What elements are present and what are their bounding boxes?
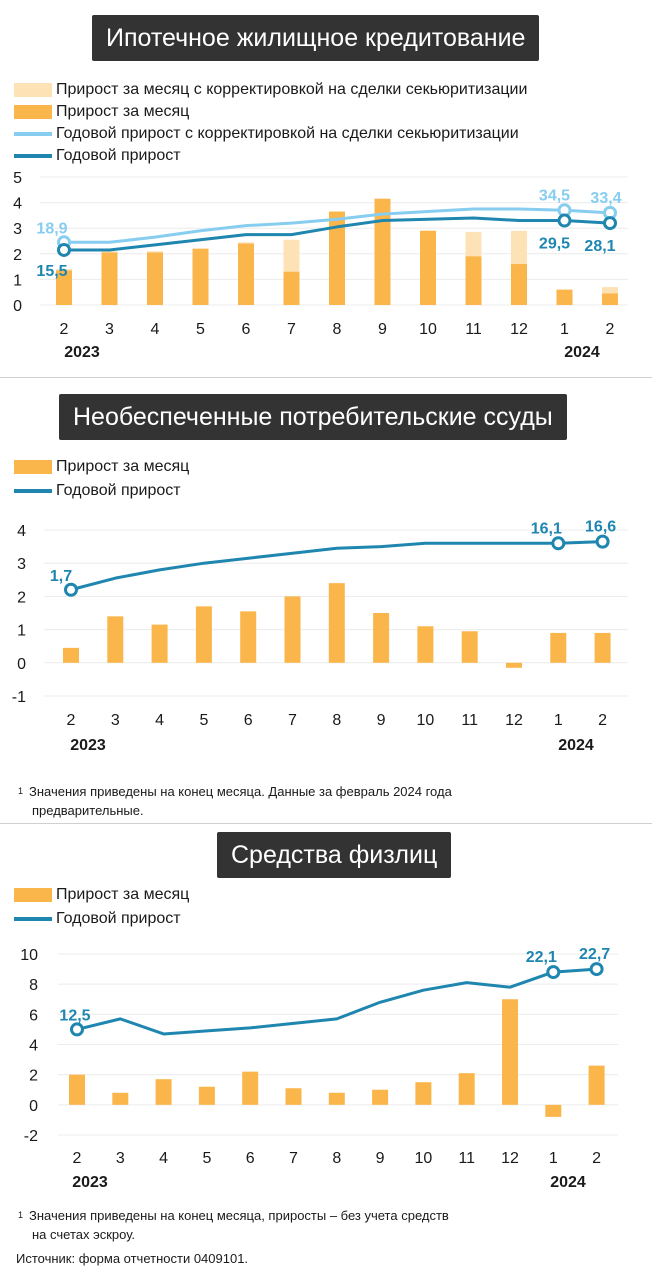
- legend-label: Прирост за месяц: [56, 886, 190, 903]
- x-tick-label: 1: [548, 1150, 558, 1167]
- bar: [415, 1082, 431, 1105]
- footnote-text: Значения приведены на конец месяца, приросты – без учета средств: [29, 1208, 449, 1223]
- y-tick-label: 2: [29, 1067, 38, 1085]
- bar: [557, 290, 573, 305]
- bar: [152, 625, 168, 663]
- x-tick-label: 1: [553, 712, 563, 729]
- data-label: 16,6: [585, 518, 617, 536]
- bar: [595, 633, 611, 663]
- y-tick-label: 2: [13, 246, 22, 264]
- x-tick-label: 2: [59, 321, 69, 338]
- x-tick-label: 8: [332, 712, 342, 729]
- year-label: 2023: [70, 737, 106, 754]
- legend-label: Прирост за месяц: [56, 103, 190, 120]
- footnote: [18, 782, 452, 820]
- x-tick-label: 6: [241, 321, 251, 338]
- data-point: [559, 215, 570, 226]
- bar: [285, 596, 301, 662]
- data-point: [605, 218, 616, 229]
- bar: [196, 606, 212, 662]
- y-tick-label: 0: [17, 655, 26, 673]
- footnote-text: на счетах эскроу.: [32, 1227, 136, 1242]
- x-tick-label: 5: [199, 712, 209, 729]
- x-tick-label: 10: [419, 321, 437, 338]
- y-tick-label: 0: [29, 1097, 38, 1115]
- chart-title: Средства физлиц: [217, 832, 451, 878]
- footnote: [18, 1206, 449, 1268]
- y-tick-label: 4: [29, 1037, 38, 1055]
- x-tick-label: 10: [416, 712, 435, 729]
- x-tick-label: 5: [202, 1150, 212, 1167]
- data-point: [591, 964, 602, 975]
- bar: [69, 1075, 85, 1105]
- y-tick-label: 0: [13, 298, 22, 315]
- data-label: 22,1: [525, 949, 557, 967]
- bar: [102, 253, 118, 305]
- y-tick-label: 1: [17, 622, 26, 640]
- y-tick-label: -2: [23, 1128, 38, 1145]
- chart-plot: [0, 0, 652, 375]
- x-tick-label: 1: [560, 321, 569, 338]
- y-tick-label: -1: [11, 689, 26, 706]
- legend-label: Годовой прирост: [56, 147, 181, 164]
- data-label: 22,7: [579, 946, 611, 964]
- data-point: [597, 536, 608, 547]
- x-tick-label: 7: [288, 712, 297, 729]
- bar: [284, 272, 300, 305]
- year-label: 2024: [564, 344, 600, 361]
- y-tick-label: 4: [13, 195, 22, 213]
- data-point: [72, 1024, 83, 1035]
- bar: [63, 648, 79, 663]
- y-tick-label: 8: [29, 977, 38, 995]
- data-label: 29,5: [538, 235, 571, 253]
- x-tick-label: 11: [465, 321, 482, 338]
- x-tick-label: 9: [376, 712, 386, 729]
- chart-title: Ипотечное жилищное кредитование: [92, 15, 539, 61]
- bar: [506, 663, 522, 668]
- bar: [238, 244, 254, 305]
- data-point: [548, 967, 559, 978]
- divider: [0, 377, 652, 378]
- x-tick-label: 4: [159, 1150, 169, 1167]
- chart-panel-consumer-loans: [0, 380, 652, 820]
- x-tick-label: 7: [287, 321, 296, 338]
- bar: [242, 1072, 258, 1105]
- divider: [0, 823, 652, 824]
- x-tick-label: 8: [332, 321, 342, 338]
- y-tick-label: 3: [13, 221, 22, 239]
- y-tick-label: 4: [17, 523, 26, 540]
- x-tick-label: 11: [461, 712, 479, 729]
- x-tick-label: 4: [150, 321, 160, 338]
- legend-label: Годовой прирост: [56, 910, 181, 927]
- bar: [545, 1105, 561, 1117]
- x-tick-label: 5: [196, 321, 205, 338]
- bar: [550, 633, 566, 663]
- footnote-text: Значения приведены на конец месяца. Данные за февраль 2024 года: [29, 784, 452, 799]
- y-tick-label: 5: [13, 170, 22, 187]
- legend-label: Годовой прирост: [56, 482, 181, 499]
- series-line: [77, 969, 597, 1034]
- chart-panel-deposits: [0, 826, 652, 1277]
- y-tick-label: 10: [20, 947, 38, 964]
- footnote-marker: 1: [18, 1210, 24, 1220]
- bar: [502, 999, 518, 1105]
- x-tick-label: 2: [592, 1150, 602, 1167]
- chart-plot: [0, 380, 652, 820]
- bar: [107, 616, 123, 662]
- data-label: 16,1: [530, 520, 562, 538]
- x-tick-label: 2: [72, 1150, 82, 1167]
- bar: [462, 631, 478, 663]
- bar: [329, 583, 345, 663]
- bar: [372, 1090, 388, 1105]
- bar: [193, 249, 209, 305]
- bar: [420, 231, 436, 305]
- x-tick-label: 3: [115, 1150, 125, 1167]
- data-point: [66, 584, 77, 595]
- data-point: [59, 244, 70, 255]
- x-tick-label: 12: [510, 321, 528, 338]
- bar: [466, 256, 482, 305]
- x-tick-label: 2: [605, 321, 615, 338]
- bar: [417, 626, 433, 663]
- bar: [373, 613, 389, 663]
- x-tick-label: 10: [414, 1150, 433, 1167]
- bar: [147, 253, 163, 305]
- x-tick-label: 12: [505, 712, 523, 729]
- x-tick-label: 3: [110, 712, 120, 729]
- data-point: [553, 538, 564, 549]
- bar: [240, 611, 256, 662]
- legend-label: Прирост за месяц с корректировкой на сделки секьюритизации: [56, 81, 528, 98]
- bar: [459, 1073, 475, 1105]
- bar: [112, 1093, 128, 1105]
- x-tick-label: 2: [66, 712, 76, 729]
- chart-title: Необеспеченные потребительские ссуды: [59, 394, 567, 440]
- bar: [329, 1093, 345, 1105]
- bar: [602, 293, 618, 305]
- bar: [156, 1079, 172, 1105]
- x-tick-label: 11: [458, 1150, 476, 1167]
- data-label: 33,4: [590, 189, 622, 207]
- series-line: [71, 542, 603, 590]
- x-tick-label: 7: [289, 1150, 298, 1167]
- footnote-marker: 1: [18, 786, 24, 796]
- y-tick-label: 1: [13, 272, 22, 290]
- y-tick-label: 3: [17, 556, 26, 574]
- x-tick-label: 12: [501, 1150, 519, 1167]
- y-tick-label: 2: [17, 589, 26, 607]
- x-tick-label: 6: [245, 1150, 255, 1167]
- x-tick-label: 3: [105, 321, 114, 338]
- bar: [511, 264, 527, 305]
- data-label: 28,1: [584, 238, 616, 256]
- x-tick-label: 8: [332, 1150, 342, 1167]
- bar: [589, 1066, 605, 1105]
- year-label: 2024: [550, 1174, 586, 1191]
- chart-panel-mortgage: [0, 0, 652, 375]
- x-tick-label: 6: [243, 712, 253, 729]
- data-label: 15,5: [36, 262, 68, 280]
- bar: [286, 1088, 302, 1105]
- y-tick-label: 6: [29, 1007, 38, 1025]
- bar: [199, 1087, 215, 1105]
- data-label: 18,9: [36, 220, 68, 238]
- legend-label: Годовой прирост с корректировкой на сделки секьюритизации: [56, 125, 519, 142]
- legend-label: Прирост за месяц: [56, 458, 190, 475]
- x-tick-label: 4: [155, 712, 165, 729]
- data-label: 34,5: [538, 187, 571, 205]
- footnote-text: предварительные.: [32, 803, 144, 818]
- x-tick-label: 9: [375, 1150, 385, 1167]
- year-label: 2024: [558, 737, 594, 754]
- year-label: 2023: [72, 1174, 108, 1191]
- data-label: 12,5: [59, 1007, 91, 1025]
- source-note: Источник: форма отчетности 0409101.: [16, 1251, 249, 1266]
- data-label: 1,7: [49, 567, 73, 585]
- x-tick-label: 9: [378, 321, 387, 338]
- x-tick-label: 2: [598, 712, 608, 729]
- year-label: 2023: [64, 344, 100, 361]
